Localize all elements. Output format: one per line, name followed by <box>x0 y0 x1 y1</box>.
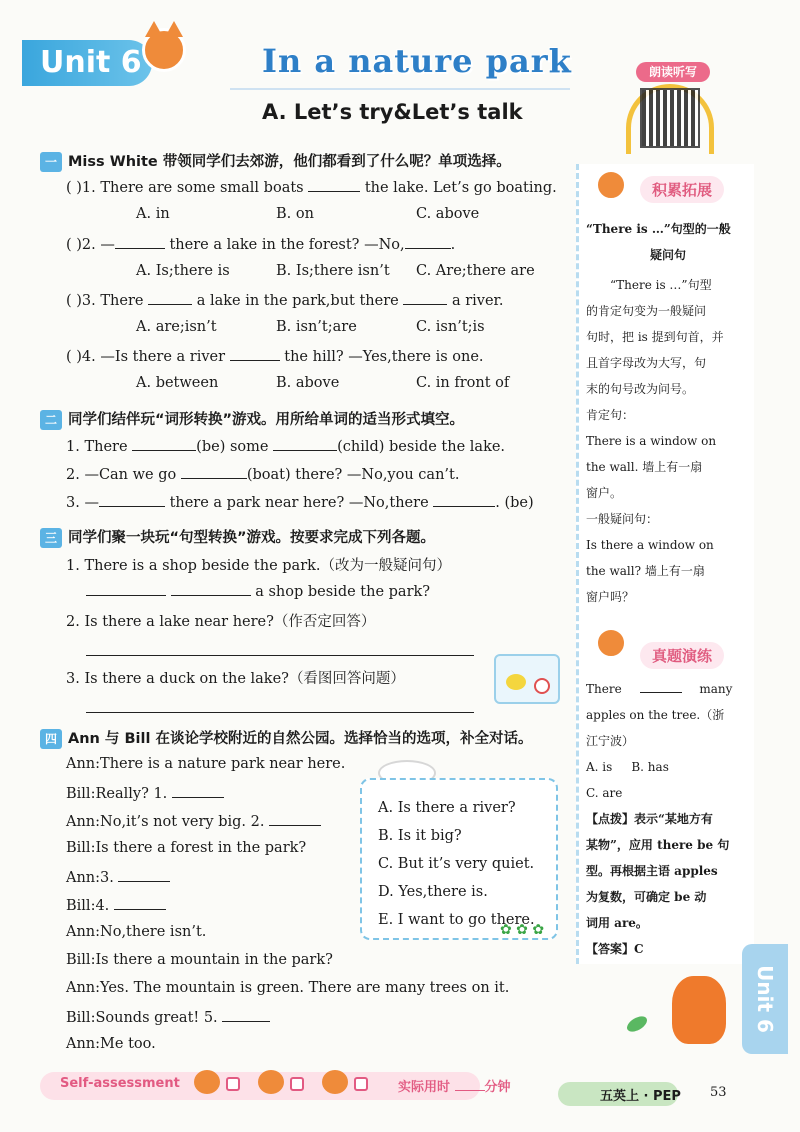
section-4-heading <box>40 727 532 749</box>
answer-blank[interactable] <box>86 582 166 596</box>
fox-face-icon <box>194 1070 220 1094</box>
practice-line: 型。再根据主语 apples <box>586 864 718 878</box>
practice-line: 某物”，应用 there be 句 <box>586 838 730 852</box>
fox-face-icon <box>322 1070 348 1094</box>
question-4 <box>66 347 484 365</box>
dialog-line: Bill:Is there a mountain in the park? <box>66 952 333 968</box>
question-stem: (be) some <box>196 439 269 455</box>
tip-line: “There is …”句型 <box>610 278 712 292</box>
question-stem: 2. —Can we go <box>66 467 177 483</box>
option-b[interactable]: B. above <box>276 375 340 391</box>
option-c[interactable]: C. above <box>416 206 480 222</box>
dialog-option-d[interactable]: D. Yes,there is. <box>378 884 488 900</box>
qr-code[interactable] <box>640 88 700 148</box>
page-number: 53 <box>710 1085 727 1100</box>
answer-blank[interactable] <box>230 347 280 361</box>
dialog-line: Bill:Is there a forest in the park? <box>66 840 307 856</box>
question-stem: ( )3. There <box>66 293 144 309</box>
section-3-heading <box>40 526 435 548</box>
tip-line: 窗户。 <box>586 486 623 500</box>
dialog-option-e[interactable]: E. I want to go there. <box>378 912 535 928</box>
self-check-box[interactable] <box>226 1077 240 1091</box>
leaf-icon <box>624 1013 649 1034</box>
time-blank[interactable] <box>455 1077 485 1091</box>
dialog-text: Ann:No,it’s not very big. 2. <box>66 814 265 830</box>
section-instruction: Miss White 带领同学们去郊游，他们都看到了什么呢？单项选择。 <box>68 154 511 170</box>
practice-line: apples on the tree.（浙 <box>586 708 725 722</box>
section-instruction: Ann 与 Bill 在谈论学校附近的自然公园。选择恰当的选项，补全对话。 <box>68 731 533 747</box>
option-b[interactable]: B. on <box>276 206 314 222</box>
answer-blank[interactable] <box>433 493 495 507</box>
dialog-option-c[interactable]: C. But it’s very quiet. <box>378 856 535 872</box>
qr-label: 朗读听写 <box>636 62 710 82</box>
answer-blank[interactable] <box>172 784 224 798</box>
answer-blank[interactable] <box>99 493 165 507</box>
answer-blank[interactable] <box>308 178 360 192</box>
question-stem: (child) beside the lake. <box>337 439 506 455</box>
transform-q2: 2. Is there a lake near here?（作否定回答） <box>66 614 376 630</box>
fill-line-2 <box>66 465 459 483</box>
self-assessment-label: Self-assessment <box>60 1076 180 1091</box>
answer-blank[interactable] <box>405 235 451 249</box>
fill-line-3 <box>66 493 534 511</box>
question-stem: there a park near here? —No,there <box>169 495 429 511</box>
section-1-heading <box>40 150 511 172</box>
answer-blank[interactable] <box>114 896 166 910</box>
question-stem: 1. There <box>66 439 128 455</box>
tip-body <box>586 272 750 610</box>
answer-blank[interactable] <box>273 437 337 451</box>
practice-line: C. are <box>586 786 623 800</box>
question-stem: (boat) there? —No,you can’t. <box>246 467 460 483</box>
practice-text: There <box>586 682 622 696</box>
question-3 <box>66 291 504 309</box>
question-stem: a river. <box>451 293 504 309</box>
self-check-box[interactable] <box>290 1077 304 1091</box>
dialog-options-box <box>360 778 558 940</box>
question-stem: there a lake in the forest? —No, <box>169 237 405 253</box>
answer-line[interactable] <box>86 697 474 713</box>
section-title: A. Let’s try&Let’s talk <box>262 100 523 124</box>
tip-line: 窗户吗？ <box>586 590 635 604</box>
dialog-line <box>66 812 321 830</box>
question-stem: the lake. Let’s go boating. <box>364 180 557 196</box>
sidebar-heading-practice: 真题演练 <box>640 642 724 669</box>
sidebar-heading-tips: 积累拓展 <box>640 176 724 203</box>
transform-q1-answer <box>86 582 430 600</box>
section-instruction: 同学们结伴玩“词形转换”游戏。用所给单词的适当形式填空。 <box>68 412 465 428</box>
answer-blank[interactable] <box>132 437 196 451</box>
tip-subtitle: 疑问句 <box>649 248 686 262</box>
transform-q1: 1. There is a shop beside the park.（改为一般疑问句） <box>66 558 452 574</box>
tip-line: the wall? 墙上有一扇 <box>586 564 705 578</box>
question-stem: a shop beside the park? <box>255 584 431 600</box>
sprout-icon: ✿ ✿ ✿ <box>500 922 545 938</box>
answer-blank[interactable] <box>118 868 170 882</box>
tip-line: 句时，把 is 提到句首，并 <box>586 330 724 344</box>
question-1 <box>66 178 557 196</box>
section-2-heading <box>40 408 464 430</box>
option-b[interactable]: B. Is;there isn’t <box>276 263 390 279</box>
option-c[interactable]: C. Are;there are <box>416 263 535 279</box>
practice-stem <box>586 676 750 702</box>
dialog-option-a[interactable]: A. Is there a river? <box>378 800 516 816</box>
answer-blank[interactable] <box>403 291 447 305</box>
answer-blank[interactable] <box>269 812 321 826</box>
fox-icon <box>596 170 626 200</box>
answer-blank[interactable] <box>640 679 682 693</box>
practice-answer: 【答案】C <box>586 942 644 956</box>
option-a[interactable]: A. Is;there is <box>136 263 230 279</box>
unit-tab-label: Unit 6 <box>753 965 777 1033</box>
time-spent <box>398 1076 511 1095</box>
duck-icon <box>506 674 526 690</box>
practice-body <box>586 676 750 962</box>
answer-blank[interactable] <box>181 465 247 479</box>
transform-q3: 3. Is there a duck on the lake?（看图回答问题） <box>66 671 405 687</box>
fox-illustration <box>672 976 726 1044</box>
dialog-text: Bill:4. <box>66 898 110 914</box>
option-a[interactable]: A. between <box>136 375 219 391</box>
question-2 <box>66 235 455 253</box>
question-stem: a lake in the park,but there <box>196 293 399 309</box>
tip-line: 一般疑问句： <box>586 512 659 526</box>
section-number: 三 <box>40 528 62 548</box>
question-stem: 3. — <box>66 495 99 511</box>
dialog-line <box>66 784 224 802</box>
tip-line: Is there a window on <box>586 538 714 552</box>
practice-line: 江宁波） <box>586 734 635 748</box>
dialog-line: Ann:Me too. <box>66 1036 156 1052</box>
tip-line: 的肯定句变为一般疑问 <box>586 304 707 318</box>
dialog-line <box>66 868 170 886</box>
dialog-line: Ann:There is a nature park near here. <box>66 756 346 772</box>
fox-mascot-icon <box>142 28 186 72</box>
option-a[interactable]: A. are;isn’t <box>136 319 217 335</box>
answer-blank[interactable] <box>171 582 251 596</box>
dialog-text: Bill:Really? 1. <box>66 786 168 802</box>
question-stem: ( )4. —Is there a river <box>66 349 226 365</box>
answer-blank[interactable] <box>222 1008 270 1022</box>
dialog-text: Ann:3. <box>66 870 114 886</box>
ball-icon <box>534 678 550 694</box>
fill-line-1 <box>66 437 505 455</box>
answer-blank[interactable] <box>115 235 165 249</box>
time-unit: 分钟 <box>484 1080 511 1095</box>
section-instruction: 同学们聚一块玩“句型转换”游戏。按要求完成下列各题。 <box>68 530 436 546</box>
answer-line[interactable] <box>86 640 474 656</box>
practice-line: 词用 are。 <box>586 916 648 930</box>
question-stem: ( )1. There are some small boats <box>66 180 304 196</box>
practice-line: 为复数，可确定 be 动 <box>586 890 707 904</box>
time-label: 实际用时 <box>398 1080 451 1095</box>
fox-face-icon <box>258 1070 284 1094</box>
section-number: 一 <box>40 152 62 172</box>
question-stem: . (be) <box>495 495 534 511</box>
option-a[interactable]: A. in <box>136 206 170 222</box>
self-check-box[interactable] <box>354 1077 368 1091</box>
practice-line: 【点拨】表示“某地方有 <box>586 812 713 826</box>
tip-line: There is a window on <box>586 434 717 448</box>
tip-line: 且首字母改为大写，句 <box>586 356 707 370</box>
tip-line: 末的句号改为问号。 <box>586 382 695 396</box>
question-stem: ( )2. — <box>66 237 115 253</box>
book-label: 五英上 · PEP <box>600 1089 681 1104</box>
duck-lake-picture <box>494 654 560 704</box>
dialog-line <box>66 1008 270 1026</box>
page-title: In a nature park <box>262 42 572 80</box>
question-stem: . <box>450 237 456 253</box>
practice-text: many <box>699 682 733 696</box>
dialog-line: Ann:No,there isn’t. <box>66 924 207 940</box>
dialog-text: Bill:Sounds great! 5. <box>66 1010 218 1026</box>
option-c[interactable]: C. in front of <box>416 375 510 391</box>
practice-line: A. is B. has <box>586 760 669 774</box>
question-stem: the hill? —Yes,there is one. <box>284 349 484 365</box>
dialog-line <box>66 896 166 914</box>
dialog-option-b[interactable]: B. Is it big? <box>378 828 462 844</box>
fox-icon <box>596 628 626 658</box>
option-b[interactable]: B. isn’t;are <box>276 319 357 335</box>
answer-blank[interactable] <box>148 291 192 305</box>
tip-subtitle: “There is …”句型的一般 <box>586 222 731 236</box>
section-number: 二 <box>40 410 62 430</box>
section-number: 四 <box>40 729 62 749</box>
title-underline <box>230 88 570 90</box>
tip-line: the wall. 墙上有一扇 <box>586 460 703 474</box>
dialog-line: Ann:Yes. The mountain is green. There are many trees on it. <box>66 980 510 996</box>
unit-side-tab <box>742 944 788 1054</box>
unit-badge: Unit 6 <box>22 40 152 86</box>
option-c[interactable]: C. isn’t;is <box>416 319 485 335</box>
tip-line: 肯定句： <box>586 408 635 422</box>
